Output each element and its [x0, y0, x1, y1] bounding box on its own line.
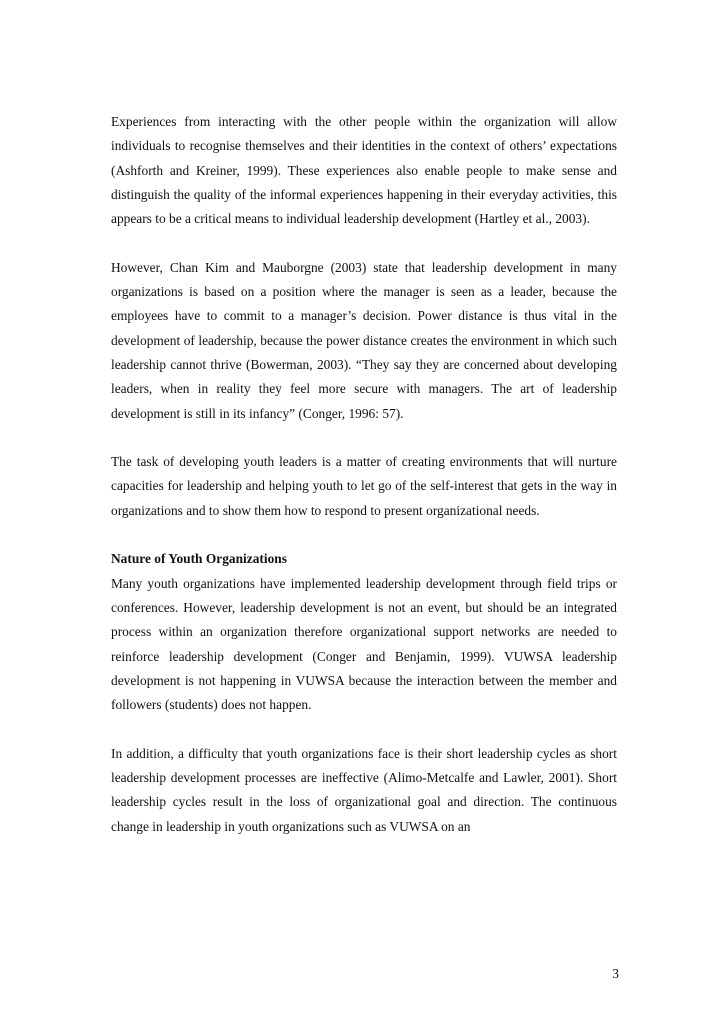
paragraph-youth-leaders: The task of developing youth leaders is a matter of creating environments that will nurture capacities for leadership and helping youth to let go of the self-interest that gets in the way in organizations and to show them how to respond to present organizational needs. [111, 454, 617, 518]
paragraph-leadership-cycles: In addition, a difficulty that youth organizations face is their short leadership cycles as short leadership development processes are ineffective (Alimo-Metcalfe and Lawler, 2001). Short leadership cycles result in the loss of organizational goal and direction. The continuous change in leadership in youth organizations such as VUWSA on an [111, 745, 617, 834]
paragraph-spacer [111, 231, 617, 255]
paragraph-spacer [111, 523, 617, 547]
page-body [111, 110, 617, 839]
paragraph-field-trips: Many youth organizations have implemented leadership development through field trips or conferences. However, leadership development is not an event, but should be an integrated process within an organization therefore organizational support networks are needed to reinforce leadership development (Conger and Benjamin, 1999). VUWSA leadership development is not happening in VUWSA because the interaction between the member and followers (students) does not happen. [111, 575, 617, 713]
paragraph-experiences: Experiences from interacting with the other people within the organization will allow individuals to recognise themselves and their identities in the context of others’ expectations (Ashforth and Kreiner, 1999). These experiences also enable people to make sense and distinguish the quality of the informal experiences happening in their everyday activities, this appears to be a critical means to individual leadership development (Hartley et al., 2003). [111, 114, 617, 227]
section-heading: Nature of Youth Organizations [111, 551, 287, 567]
paragraph-spacer [111, 717, 617, 741]
paragraph-spacer [111, 426, 617, 450]
page-number: 3 [612, 966, 619, 981]
paragraph-power-distance: However, Chan Kim and Mauborgne (2003) state that leadership development in many organizations is based on a position where the manager is seen as a leader, because the employees have to commit to a manager’s decision. Power distance is thus vital in the development of leadership, because the power distance creates the environment in which such leadership cannot thrive (Bowerman, 2003). “They say they are concerned about developing leaders, when in reality they feel more secure with managers. The art of leadership development is still in its infancy” (Conger, 1996: 57). [111, 259, 617, 421]
